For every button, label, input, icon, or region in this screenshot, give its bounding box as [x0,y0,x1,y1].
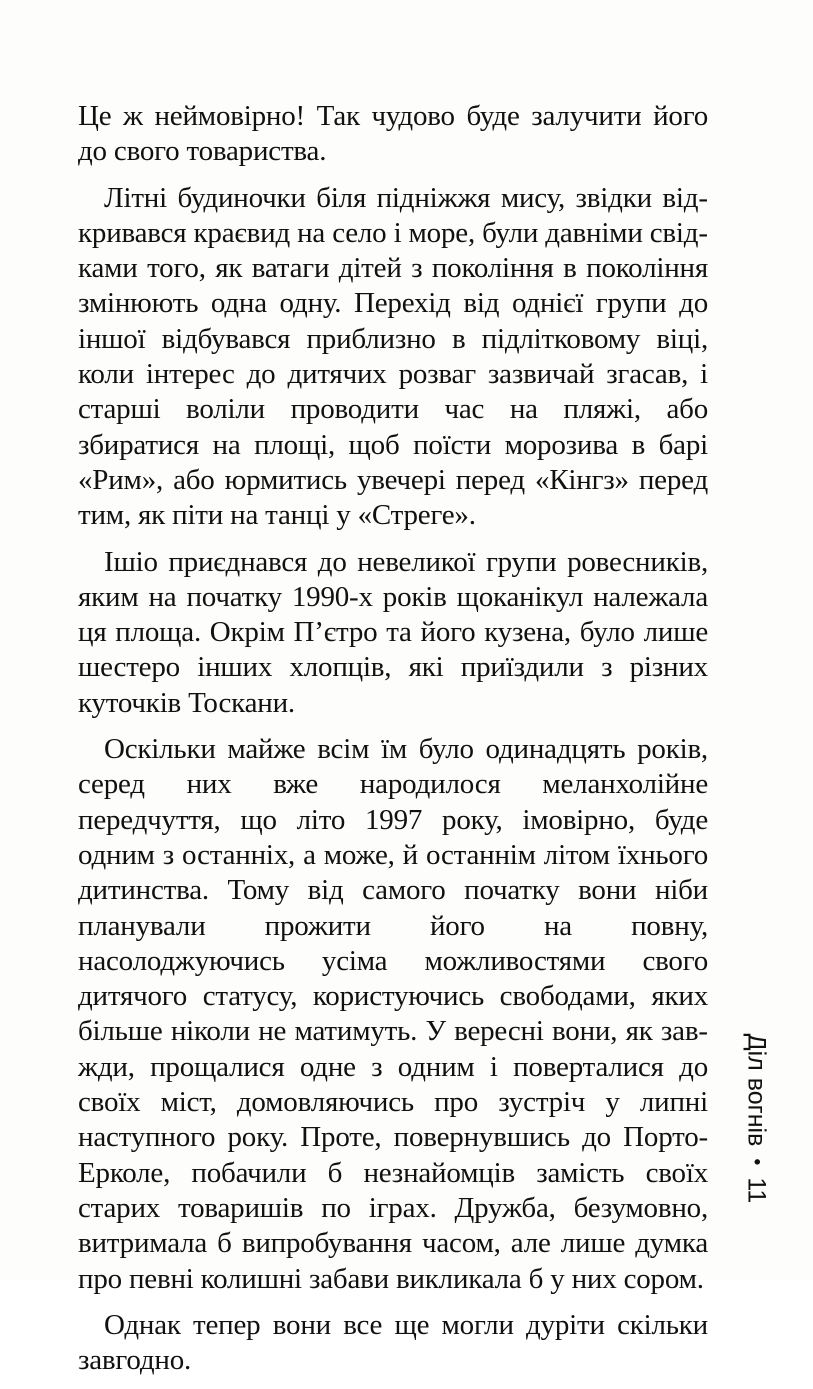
paragraph-1: Це ж неймовірно! Так чудово буде залучити його до свого товариства. [78,100,708,168]
paragraph-4: Оскільки майже всім їм було одинадцять років, серед них вже народилося меланхолійне передчуття, що літо 1997 року, імовірно, буде одним з останніх, а може, й останнім літом їхнього дитинства. Тому від самого початку вони ніби планували прожити його на повну, насолоджуючись усіма можливостями свого дитячого статусу, користуючись свободами, яких більше ніколи не матимуть. У вересні вони, як завжди, прощалися одне з одним і поверталися до своїх міст, домовляючись про зустріч у липні наступного року. Проте, повернувшись до Порто-Ерколе, побачили б незнайомців замість своїх старих товаришів по іграх. Дружба, безумовно, витримала б випробування часом, але лише думка про певні колишні забави викликала б у них сором. [78,733,708,1295]
bullet-icon: • [745,1157,768,1165]
page-number: 11 [742,1176,771,1203]
running-head-line [742,1033,771,1203]
paragraph-3: Ішіо приєднався до невеликої групи ровесників, яким на початку 1990-х років щоканікул належала ця площа. Окрім П’єтро та його кузена, було лише шестеро інших хлопців, які приїздили з різних куточків Тоскани. [78,545,708,719]
paragraph-5: Однак тепер вони все ще могли дуріти скільки завгодно. [78,1308,708,1377]
body-text [78,99,708,1389]
book-title: Діл вогнів [742,1033,771,1146]
paragraph-2: Літні будиночки біля підніжжя мису, звідки відкривався краєвид на село і море, були давніми свідками того, як ватаги дітей з покоління в покоління змінюють одна одну. Перехід від однієї групи до іншої відбувався приблизно в підлітковому віці, коли інтерес до дитячих розваг зазвичай згасав, і старші воліли проводити час на пляжі, або збиратися на площі, щоб поїсти морозива в барі «Рим», або юрмитись увечері перед «Кінгз» перед тим, як піти на танці у «Стреге». [78,181,708,532]
running-head [738,1028,774,1208]
